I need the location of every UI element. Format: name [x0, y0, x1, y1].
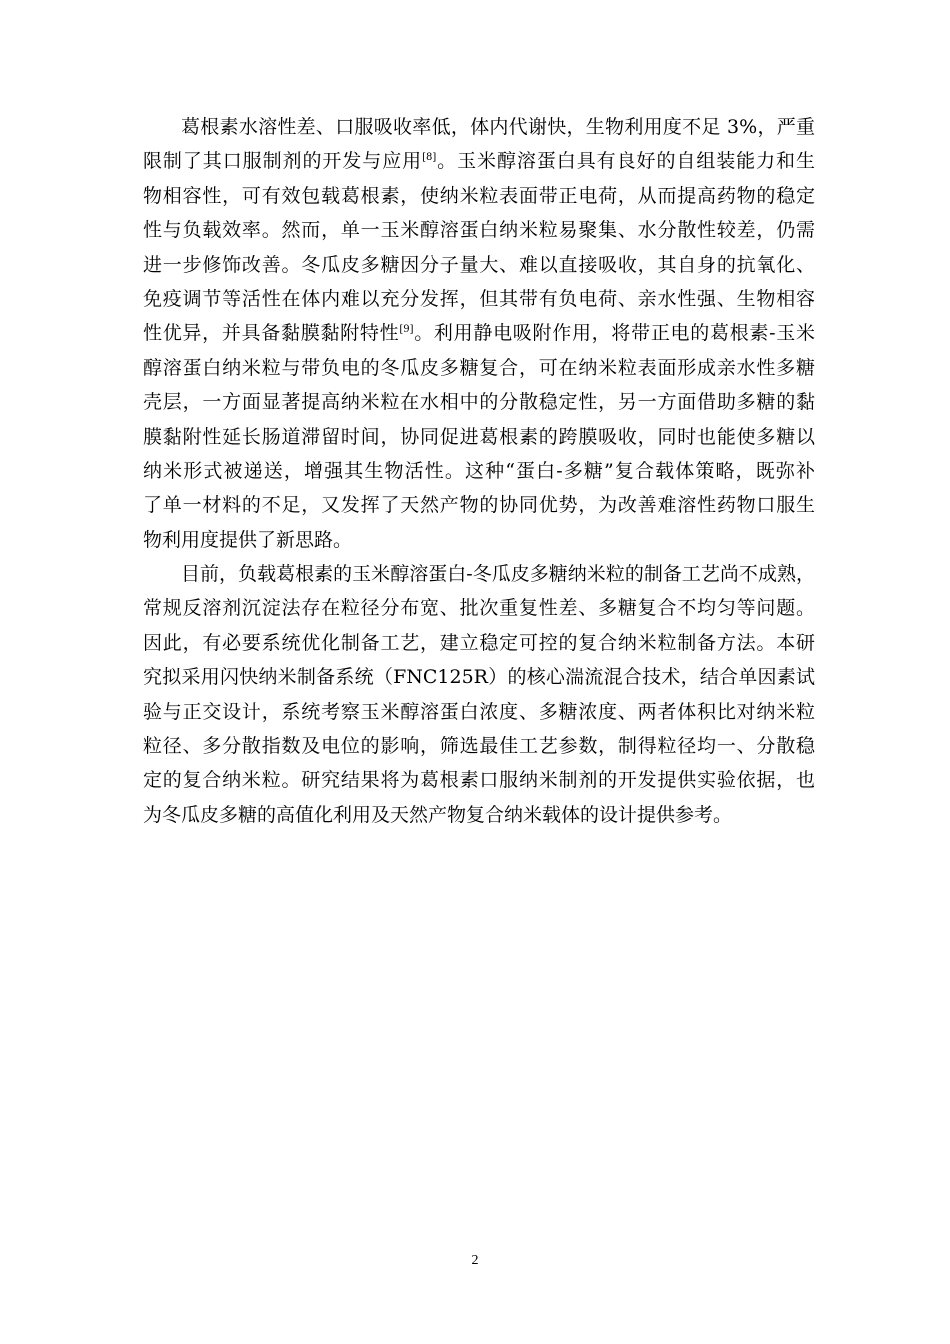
text-line	[143, 316, 815, 350]
text-line: 物相容性，可有效包载葛根素，使纳米粒表面带正电荷，从而提高药物的稳定	[143, 184, 815, 207]
text-segment: 性优异，并具备黏膜黏附特性	[143, 322, 400, 345]
text-line: 葛根素水溶性差、口服吸收率低，体内代谢快，生物利用度不足 3%，严重	[181, 116, 815, 138]
paragraph	[143, 557, 815, 832]
text-line: 目前，负载葛根素的玉米醇溶蛋白-冬瓜皮多糖纳米粒的制备工艺尚不成熟，	[181, 563, 815, 586]
text-line: 定的复合纳米粒。研究结果将为葛根素口服纳米制剂的开发提供实验依据，也	[143, 769, 815, 792]
text-line: 性与负载效率。然而，单一玉米醇溶蛋白纳米粒易聚集、水分散性较差，仍需	[143, 219, 815, 242]
text-line: 因此，有必要系统优化制备工艺，建立稳定可控的复合纳米粒制备方法。本研	[143, 631, 815, 654]
text-line: 了单一材料的不足，又发挥了天然产物的协同优势，为改善难溶性药物口服生	[143, 494, 815, 517]
text-segment: 。玉米醇溶蛋白具有良好的自组装能力和生	[436, 150, 815, 173]
page-number: 2	[471, 1253, 479, 1268]
text-line: 免疫调节等活性在体内难以充分发挥，但其带有负电荷、亲水性强、生物相容	[143, 287, 815, 310]
text-line: 纳米形式被递送，增强其生物活性。这种“蛋白-多糖”复合载体策略，既弥补	[143, 459, 815, 482]
text-line: 究拟采用闪快纳米制备系统（FNC125R）的核心湍流混合技术，结合单因素试	[143, 666, 815, 689]
text-line: 为冬瓜皮多糖的高值化利用及天然产物复合纳米载体的设计提供参考。	[143, 803, 733, 826]
paragraph	[143, 110, 815, 557]
text-line	[143, 144, 815, 178]
text-segment: 。利用静电吸附作用，将带正电的葛根素-玉米	[413, 322, 815, 345]
text-line: 进一步修饰改善。冬瓜皮多糖因分子量大、难以直接吸收，其自身的抗氧化、	[143, 253, 815, 276]
body-text	[143, 110, 815, 832]
citation-reference[interactable]: [9]	[399, 324, 414, 336]
text-line: 常规反溶剂沉淀法存在粒径分布宽、批次重复性差、多糖复合不均匀等问题。	[143, 597, 815, 620]
citation-reference[interactable]: [8]	[422, 152, 437, 164]
text-line: 壳层，一方面显著提高纳米粒在水相中的分散稳定性，另一方面借助多糖的黏	[143, 391, 815, 414]
text-line: 醇溶蛋白纳米粒与带负电的冬瓜皮多糖复合，可在纳米粒表面形成亲水性多糖	[143, 356, 815, 379]
text-line: 验与正交设计，系统考察玉米醇溶蛋白浓度、多糖浓度、两者体积比对纳米粒	[143, 700, 815, 723]
text-line: 膜黏附性延长肠道滞留时间，协同促进葛根素的跨膜吸收，同时也能使多糖以	[143, 425, 815, 448]
text-line: 物利用度提供了新思路。	[143, 528, 353, 551]
text-segment: 限制了其口服制剂的开发与应用	[143, 150, 423, 173]
text-line: 粒径、多分散指数及电位的影响，筛选最佳工艺参数，制得粒径均一、分散稳	[143, 735, 815, 758]
